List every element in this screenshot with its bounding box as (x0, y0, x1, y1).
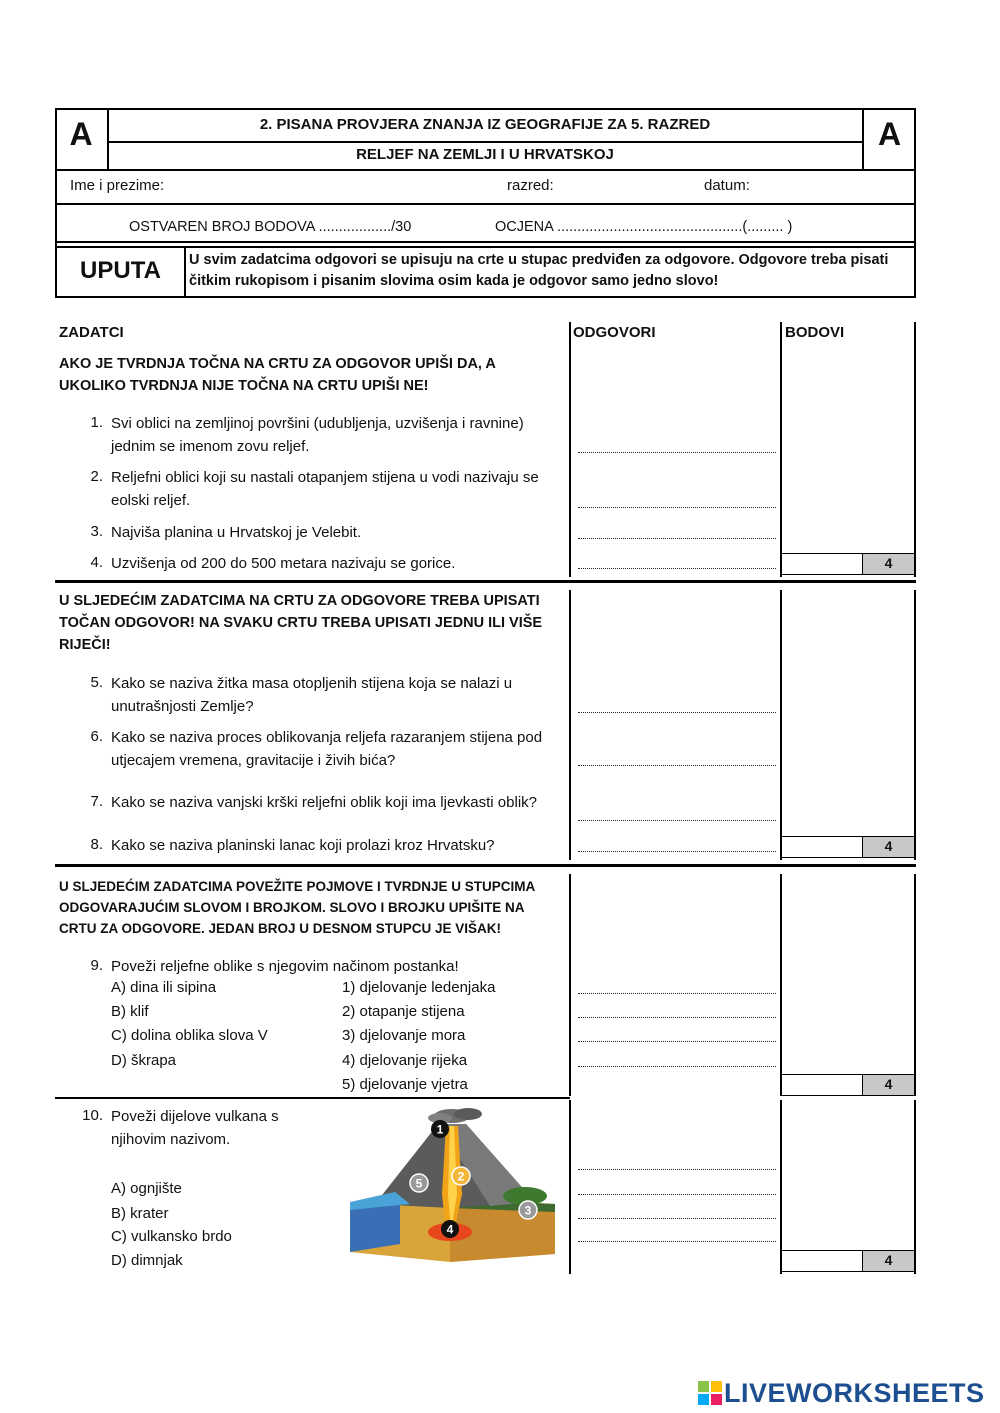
right-option: 3) djelovanje mora (342, 1027, 466, 1044)
variant-left: A (69, 116, 93, 152)
question-text: Reljefni oblici koji su nastali otapanjem stijena u vodi nazivaju se eolski reljef. (111, 469, 539, 509)
logo-icon (698, 1381, 722, 1405)
class-label: razred: (507, 177, 554, 194)
max-points: 4 (862, 554, 914, 574)
answer-line[interactable] (578, 1066, 776, 1067)
answer-line[interactable] (578, 1194, 776, 1195)
right-option: 5) djelovanje vjetra (342, 1076, 468, 1093)
volcano-label-1: 1 (436, 1122, 444, 1137)
volcano-option: D) dimnjak (111, 1252, 183, 1269)
answer-line[interactable] (578, 712, 776, 713)
volcano-label-4: 4 (446, 1222, 454, 1237)
question-number: 8. (90, 836, 103, 853)
section-3-instruction: U SLJEDEĆIM ZADATCIMA POVEŽITE POJMOVE I TVRDNJE U STUPCIMA ODGOVARAJUĆIM SLOVOM I BROJKOM. SLOVO I BROJKU UPIŠITE NA CRTU ZA ODGOVORE. JEDAN BROJ U DESNOM STUPCU JE VIŠAK! (59, 879, 535, 936)
answer-line[interactable] (578, 1017, 776, 1018)
smoke-cloud (428, 1108, 482, 1123)
logo-text: LIVEWORKSHEETS (724, 1378, 985, 1408)
question-text: Najviša planina u Hrvatskoj je Velebit. (111, 524, 362, 541)
instruction-text: U svim zadatcima odgovori se upisuju na crte u stupac predviđen za odgovore. Odgovore treba pisati čitkim rukopisom i pisanim slovima osim kada je odgovor samo jedno slovo! (189, 252, 889, 289)
score-box (781, 1074, 915, 1096)
left-option: C) dolina oblika slova V (111, 1027, 268, 1044)
question-text: Poveži reljefne oblike s njegovim načinom postanka! (111, 958, 459, 975)
right-option: 4) djelovanje rijeka (342, 1052, 468, 1069)
answer-line[interactable] (578, 993, 776, 994)
max-points: 4 (862, 1075, 914, 1095)
volcano-label-2: 2 (457, 1169, 465, 1184)
question-text: Svi oblici na zemljinoj površini (udubljenja, uzvišenja i ravnine) jednim se imenom zovu reljef. (111, 415, 524, 455)
name-label: Ime i prezime: (70, 177, 165, 194)
answer-line[interactable] (578, 1169, 776, 1170)
answer-line[interactable] (578, 1241, 776, 1242)
variant-right: A (877, 116, 902, 152)
answer-line[interactable] (578, 538, 776, 539)
score-box (781, 553, 915, 575)
answer-line[interactable] (578, 1041, 776, 1042)
answer-line[interactable] (578, 851, 776, 852)
page-title: 2. PISANA PROVJERA ZNANJA IZ GEOGRAFIJE ZA 5. RAZRED (259, 116, 711, 133)
max-points: 4 (862, 837, 914, 857)
answer-line[interactable] (578, 568, 776, 569)
volcano-option: A) ognjište (111, 1180, 182, 1197)
points-label: OSTVAREN BROJ BODOVA ................../30 (129, 219, 412, 235)
volcano-label-5: 5 (415, 1176, 423, 1191)
question-text: Kako se naziva žitka masa otopljenih stijena koja se nalazi u unutrašnjosti Zemlje? (111, 675, 513, 715)
question-number: 7. (90, 793, 103, 810)
question-text: Kako se naziva proces oblikovanja reljefa razaranjem stijena pod utjecajem vremena, gravitacije i živih bića? (111, 729, 543, 769)
question-number: 1. (90, 414, 103, 431)
question-number: 2. (90, 468, 103, 485)
grade-label: OCJENA ..............................................(......... ) (495, 219, 793, 235)
score-box (781, 1250, 915, 1272)
answer-line[interactable] (578, 452, 776, 453)
volcano-diagram (340, 1104, 565, 1264)
column-tasks: ZADATCI (59, 324, 124, 341)
right-option: 1) djelovanje ledenjaka (342, 979, 496, 996)
date-label: datum: (704, 177, 750, 194)
left-option: A) dina ili sipina (111, 979, 217, 996)
left-option: B) klif (111, 1003, 149, 1020)
volcano-option: B) krater (111, 1205, 169, 1222)
question-number: 4. (90, 554, 103, 571)
section-1-instruction: AKO JE TVRDNJA TOČNA NA CRTU ZA ODGOVOR UPIŠI DA, A UKOLIKO TVRDNJA NIJE TOČNA NA CRTU UPIŠI NE! (59, 356, 496, 394)
right-option: 2) otapanje stijena (342, 1003, 465, 1020)
question-number: 5. (90, 674, 103, 691)
volcano-label-3: 3 (524, 1203, 532, 1218)
answer-line[interactable] (578, 1218, 776, 1219)
answer-line[interactable] (578, 507, 776, 508)
column-points: BODOVI (785, 324, 845, 341)
question-number: 9. (90, 957, 103, 974)
volcano-option: C) vulkansko brdo (111, 1228, 232, 1245)
column-answers: ODGOVORI (573, 324, 656, 341)
section-2-instruction: U SLJEDEĆIM ZADATCIMA NA CRTU ZA ODGOVORE TREBA UPISATI TOČAN ODGOVOR! NA SVAKU CRTU TREBA UPISATI JEDNU ILI VIŠE RIJEČI! (59, 593, 543, 653)
left-option: D) škrapa (111, 1052, 177, 1069)
question-number: 3. (90, 523, 103, 540)
question-text: Kako se naziva planinski lanac koji prolazi kroz Hrvatsku? (111, 837, 495, 854)
question-text: Kako se naziva vanjski krški reljefni oblik koji ima ljevkasti oblik? (111, 794, 537, 811)
question-number: 10. (82, 1107, 103, 1124)
answer-line[interactable] (578, 765, 776, 766)
question-number: 6. (90, 728, 103, 745)
question-text: Poveži dijelove vulkana s njihovim nazivom. (111, 1108, 279, 1148)
max-points: 4 (862, 1251, 914, 1271)
score-box (781, 836, 915, 858)
answer-line[interactable] (578, 820, 776, 821)
page-subtitle: RELJEF NA ZEMLJI I U HRVATSKOJ (356, 146, 614, 163)
question-text: Uzvišenja od 200 do 500 metara nazivaju se gorice. (111, 555, 456, 572)
instruction-title: UPUTA (80, 257, 161, 284)
